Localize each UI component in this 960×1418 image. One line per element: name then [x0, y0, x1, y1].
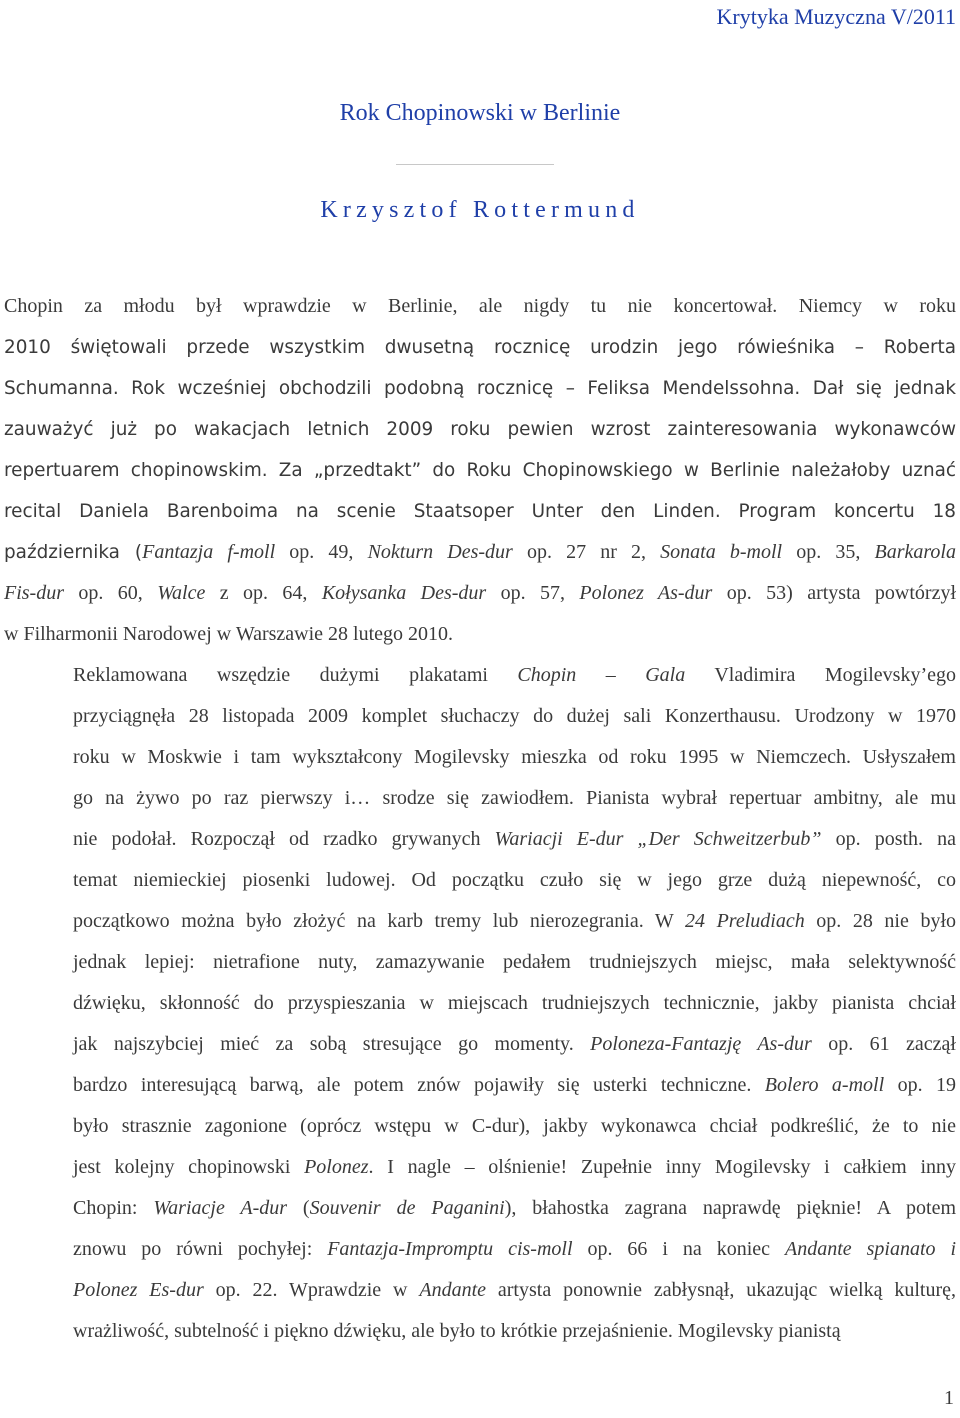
text-run: op. 49, — [275, 541, 368, 563]
text-run: op. 35, — [782, 541, 875, 563]
italic-text: Polonez Es-dur — [73, 1279, 204, 1301]
text-run: w Filharmonii Narodowej w Warszawie 28 lutego 2010. — [4, 623, 454, 645]
text-run: go na żywo po raz pierwszy i… srodze się zawiodłem. Pianista wybrał repertuar ambitny, ale mu — [73, 787, 956, 809]
text-run: 2010 świętowali przede wszystkim dwusetną rocznicę urodzin jego rówieśnika – Roberta — [4, 337, 956, 358]
italic-text: Wariacji E-dur „Der Schweitzerbub” — [494, 828, 822, 850]
text-line — [4, 860, 956, 901]
text-run: ), błahostka zagrana naprawdę pięknie! A potem — [504, 1197, 957, 1219]
text-line — [4, 368, 956, 409]
text-run: op. 66 i na koniec — [572, 1238, 785, 1260]
text-run: op. 60, — [64, 582, 158, 604]
text-line — [4, 1188, 956, 1229]
italic-text: Kołysanka Des-dur — [321, 582, 487, 604]
text-run: op. 27 nr 2, — [512, 541, 661, 563]
article-title: Rok Chopinowski w Berlinie — [339, 100, 621, 126]
text-run: nie podołał. Rozpoczął od rzadko grywanych — [73, 828, 495, 850]
italic-text: Andante — [419, 1279, 487, 1301]
text-run: roku w Moskwie i tam wykształcony Mogilevsky mieszka od roku 1995 w Niemczech. Usłyszałem — [73, 746, 956, 768]
italic-text: Barkarola — [874, 541, 956, 563]
italic-text: Sonata b-moll — [660, 541, 783, 563]
text-run: Chopin za młodu był wprawdzie w Berlinie, ale nigdy tu nie koncertował. Niemcy w roku — [4, 295, 956, 317]
text-run: temat niemieckiej piosenki ludowej. Od początku czuło się w jego grze dużą niepewność, co — [73, 869, 956, 891]
text-line — [4, 1024, 956, 1065]
text-line — [4, 1270, 956, 1311]
text-run: bardzo interesującą barwą, ale potem znów pojawiły się usterki techniczne. — [73, 1074, 765, 1096]
article-body — [4, 286, 956, 1352]
text-run: repertuarem chopinowskim. Za „przedtakt” do Roku Chopinowskiego w Berlinie należałoby uznać — [4, 460, 956, 481]
text-line — [4, 491, 956, 532]
text-run: op. 28 nie było — [804, 910, 957, 932]
text-run: artysta ponownie zabłysnął, ukazując wielką kulturę, — [486, 1279, 956, 1301]
text-run: op. 53) artysta powtórzył — [712, 582, 957, 604]
italic-text: Nokturn Des-dur — [367, 541, 513, 563]
text-line — [4, 942, 956, 983]
text-run: początkowo można było złożyć na karb tremy lub nierozegrania. W — [73, 910, 686, 932]
italic-text: Chopin – Gala — [517, 664, 686, 686]
text-run: jest kolejny chopinowski — [73, 1156, 305, 1178]
text-line — [4, 286, 956, 327]
text-line — [4, 1311, 956, 1352]
text-line — [4, 409, 956, 450]
text-line — [4, 327, 956, 368]
text-line — [4, 655, 956, 696]
text-line — [4, 1106, 956, 1147]
text-line — [4, 901, 956, 942]
italic-text: Andante spianato i — [785, 1238, 957, 1260]
text-run: zauważyć już po wakacjach letnich 2009 roku pewien wzrost zainteresowania wykonawców — [4, 419, 956, 440]
text-line — [4, 1229, 956, 1270]
text-run: op. 57, — [486, 582, 580, 604]
text-line — [4, 778, 956, 819]
page-number: 1 — [944, 1387, 954, 1409]
italic-text: 24 Preludiach — [685, 910, 805, 932]
text-run: z op. 64, — [205, 582, 322, 604]
text-run: ( — [287, 1197, 310, 1219]
text-run: . I nagle – olśnienie! Zupełnie inny Mogilevsky i całkiem inny — [368, 1156, 956, 1178]
text-run: op. 22. Wprawdzie w — [203, 1279, 420, 1301]
text-line — [4, 450, 956, 491]
title-divider — [396, 164, 554, 165]
italic-text: Poloneza-Fantazję As-dur — [590, 1033, 812, 1055]
text-run: op. posth. na — [821, 828, 956, 850]
text-run: recital Daniela Barenboima na scenie Staatsoper Unter den Linden. Program koncertu 18 — [4, 501, 956, 522]
text-run: przyciągnęła 28 listopada 2009 komplet słuchaczy do dużej sali Konzerthausu. Urodzony w 1970 — [73, 705, 956, 727]
text-run: Reklamowana wszędzie dużymi plakatami — [73, 664, 518, 686]
article-author: Krzysztof Rottermund — [320, 197, 640, 223]
italic-text: Fantazja-Impromptu cis-moll — [327, 1238, 573, 1260]
text-run: było strasznie zagonione (oprócz wstępu w C-dur), jakby wykonawca chciał podkreślić, że to nie — [73, 1115, 956, 1137]
italic-text: Fantazja f-moll — [142, 541, 276, 563]
italic-text: Souvenir de Paganini — [309, 1197, 505, 1219]
text-line — [4, 819, 956, 860]
text-run: jednak lepiej: nietrafione nuty, zamazywanie pedałem trudniejszych miejsc, mała selektywność — [73, 951, 956, 973]
text-line — [4, 532, 956, 573]
text-run: jak najszybciej mieć za sobą stresujące go momenty. — [73, 1033, 591, 1055]
text-run: znowu po równi pochyłej: — [73, 1238, 328, 1260]
italic-text: Bolero a-moll — [764, 1074, 885, 1096]
text-line — [4, 1147, 956, 1188]
italic-text: Walce — [157, 582, 206, 604]
text-run: Schumanna. Rok wcześniej obchodzili podobną rocznicę – Feliksa Mendelssohna. Dał się jednak — [4, 378, 956, 399]
italic-text: Wariacje A-dur — [153, 1197, 288, 1219]
paragraph — [4, 655, 956, 1352]
italic-text: Polonez — [304, 1156, 369, 1178]
italic-text: Fis-dur — [4, 582, 64, 604]
text-line — [4, 1065, 956, 1106]
paragraph — [4, 286, 956, 655]
text-run: wrażliwość, subtelność i piękno dźwięku, ale było to krótkie przejaśnienie. Mogilevsky pianistą — [73, 1320, 841, 1342]
text-line — [4, 573, 956, 614]
text-run: Vladimira Mogilevsky’ego — [685, 664, 956, 686]
text-line — [4, 983, 956, 1024]
text-run: dźwięku, skłonność do przyspieszania w miejscach trudniejszych technicznie, jakby pianista chciał — [73, 992, 956, 1014]
text-line — [4, 696, 956, 737]
text-run: op. 19 — [884, 1074, 956, 1096]
text-run: op. 61 zaczął — [811, 1033, 956, 1055]
text-line — [4, 614, 956, 655]
text-line — [4, 737, 956, 778]
text-run: Chopin: — [73, 1197, 154, 1219]
journal-header: Krytyka Muzyczna V/2011 — [716, 4, 956, 29]
italic-text: Polonez As-dur — [579, 582, 713, 604]
text-run: października ( — [4, 542, 143, 563]
